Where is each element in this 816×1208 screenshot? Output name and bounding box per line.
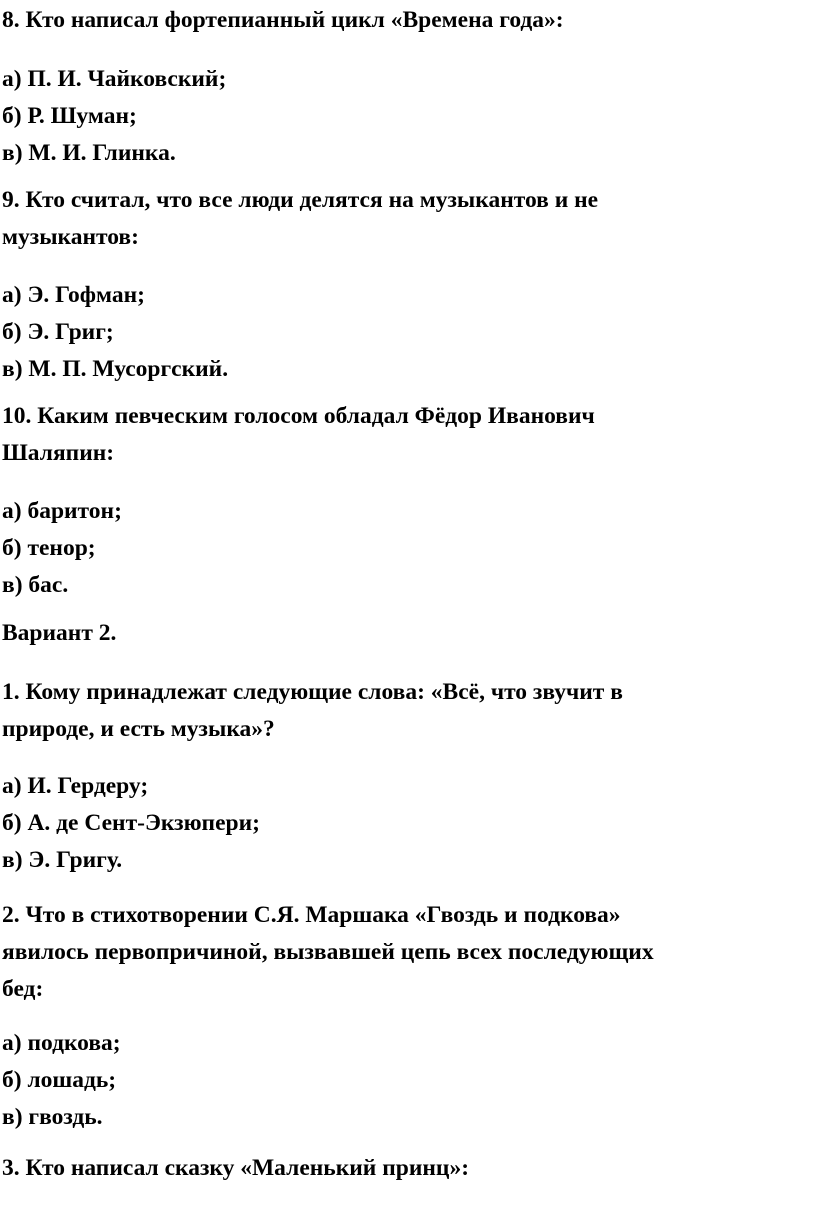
option-c: в) гвоздь. [2,1104,103,1130]
option-b: б) лошадь; [2,1067,117,1093]
question-10-options [2,493,792,604]
question-8 [2,2,792,39]
option-c: в) Э. Григу. [2,847,123,873]
option-b: б) Р. Шуман; [2,103,137,129]
option-b: б) А. де Сент-Экзюпери; [2,810,260,836]
variant-heading-text: Вариант 2. [2,620,117,646]
option-a: а) баритон; [2,498,122,524]
option-c: в) М. П. Мусоргский. [2,356,229,382]
question-text-line-1: 10. Каким певческим голосом обладал Фёдор Иванович [2,403,595,429]
question-text-line-1: 9. Кто считал, что все люди делятся на музыкантов и не [2,187,599,213]
option-b: б) Э. Григ; [2,319,114,345]
question-text-line-2: Шаляпин: [2,440,115,466]
question-9 [2,182,792,256]
question-text-line-1: 2. Что в стихотворении С.Я. Маршака «Гвоздь и подкова» [2,902,621,928]
option-a: а) подкова; [2,1030,121,1056]
question-text-line-2: явилось первопричиной, вызвавшей цепь всех последующих [2,939,654,965]
option-a: а) И. Гердеру; [2,773,149,799]
v2-question-1 [2,674,792,748]
option-a: а) Э. Гофман; [2,282,145,308]
option-c: в) М. И. Глинка. [2,140,176,166]
question-8-options [2,61,792,172]
question-text-line-3: бед: [2,976,44,1002]
question-text-line-2: музыкантов: [2,224,139,250]
v2-question-3 [2,1150,792,1187]
option-a: а) П. И. Чайковский; [2,66,227,92]
variant-heading [2,615,792,652]
question-text: 3. Кто написал сказку «Маленький принц»: [2,1155,470,1181]
question-10 [2,398,792,472]
question-text: 8. Кто написал фортепианный цикл «Времена года»: [2,7,564,33]
v2-question-1-options [2,768,792,879]
question-text-line-1: 1. Кому принадлежат следующие слова: «Всё, что звучит в [2,679,623,705]
option-b: б) тенор; [2,535,96,561]
question-text-line-2: природе, и есть музыка»? [2,716,275,742]
option-c: в) бас. [2,572,69,598]
question-9-options [2,277,792,388]
v2-question-2-options [2,1025,792,1136]
v2-question-2 [2,897,792,1008]
